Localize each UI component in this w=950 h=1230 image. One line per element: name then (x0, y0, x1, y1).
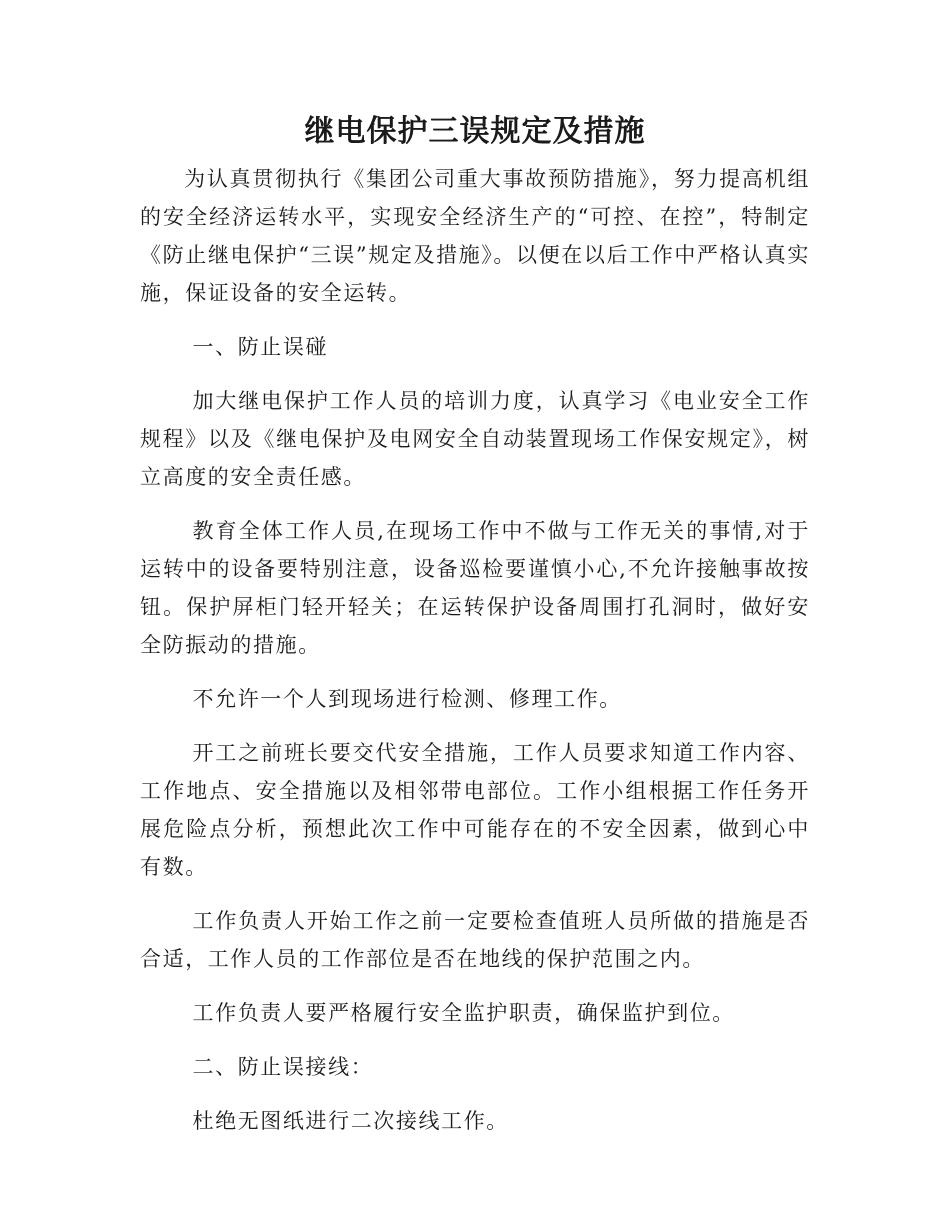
intro-paragraph: 为认真贯彻执行《集团公司重大事故预防措施》，努力提高机组的安全经济运转水平，实现安全经济生产的“可控、在控”，特制定《防止继电保护“三误”规定及措施》。以便在以后工作中严格认真实施，保证设备的安全运转。 (140, 167, 810, 305)
section1-paragraph-2: 教育全体工作人员,在现场工作中不做与工作无关的事情,对于运转中的设备要特别注意，设备巡检要谨慎小心,不允许接触事故按钮。保护屏柜门轻开轻关；在运转保护设备周围打孔洞时，做好安全防振动的措施。 (140, 519, 810, 657)
section1-paragraph-5: 工作负责人开始工作之前一定要检查值班人员所做的措施是否合适，工作人员的工作部位是否在地线的保护范围之内。 (140, 909, 810, 971)
document-title: 继电保护三误规定及措施 (304, 114, 646, 149)
section2-paragraph-1: 杜绝无图纸进行二次接线工作。 (192, 1109, 509, 1133)
section-heading-1: 一、防止误碰 (192, 335, 329, 359)
section1-paragraph-6: 工作负责人要严格履行安全监护职责，确保监护到位。 (192, 1001, 735, 1025)
section-heading-2: 二、防止误接线： (192, 1055, 374, 1079)
section1-paragraph-3: 不允许一个人到现场进行检测、修理工作。 (192, 687, 622, 711)
section1-paragraph-4: 开工之前班长要交代安全措施，工作人员要求知道工作内容、工作地点、安全措施以及相邻带电部位。工作小组根据工作任务开展危险点分析，预想此次工作中可能存在的不安全因素，做到心中有数。 (140, 741, 810, 879)
section1-paragraph-1: 加大继电保护工作人员的培训力度，认真学习《电业安全工作规程》以及《继电保护及电网安全自动装置现场工作保安规定》，树立高度的安全责任感。 (140, 389, 810, 489)
